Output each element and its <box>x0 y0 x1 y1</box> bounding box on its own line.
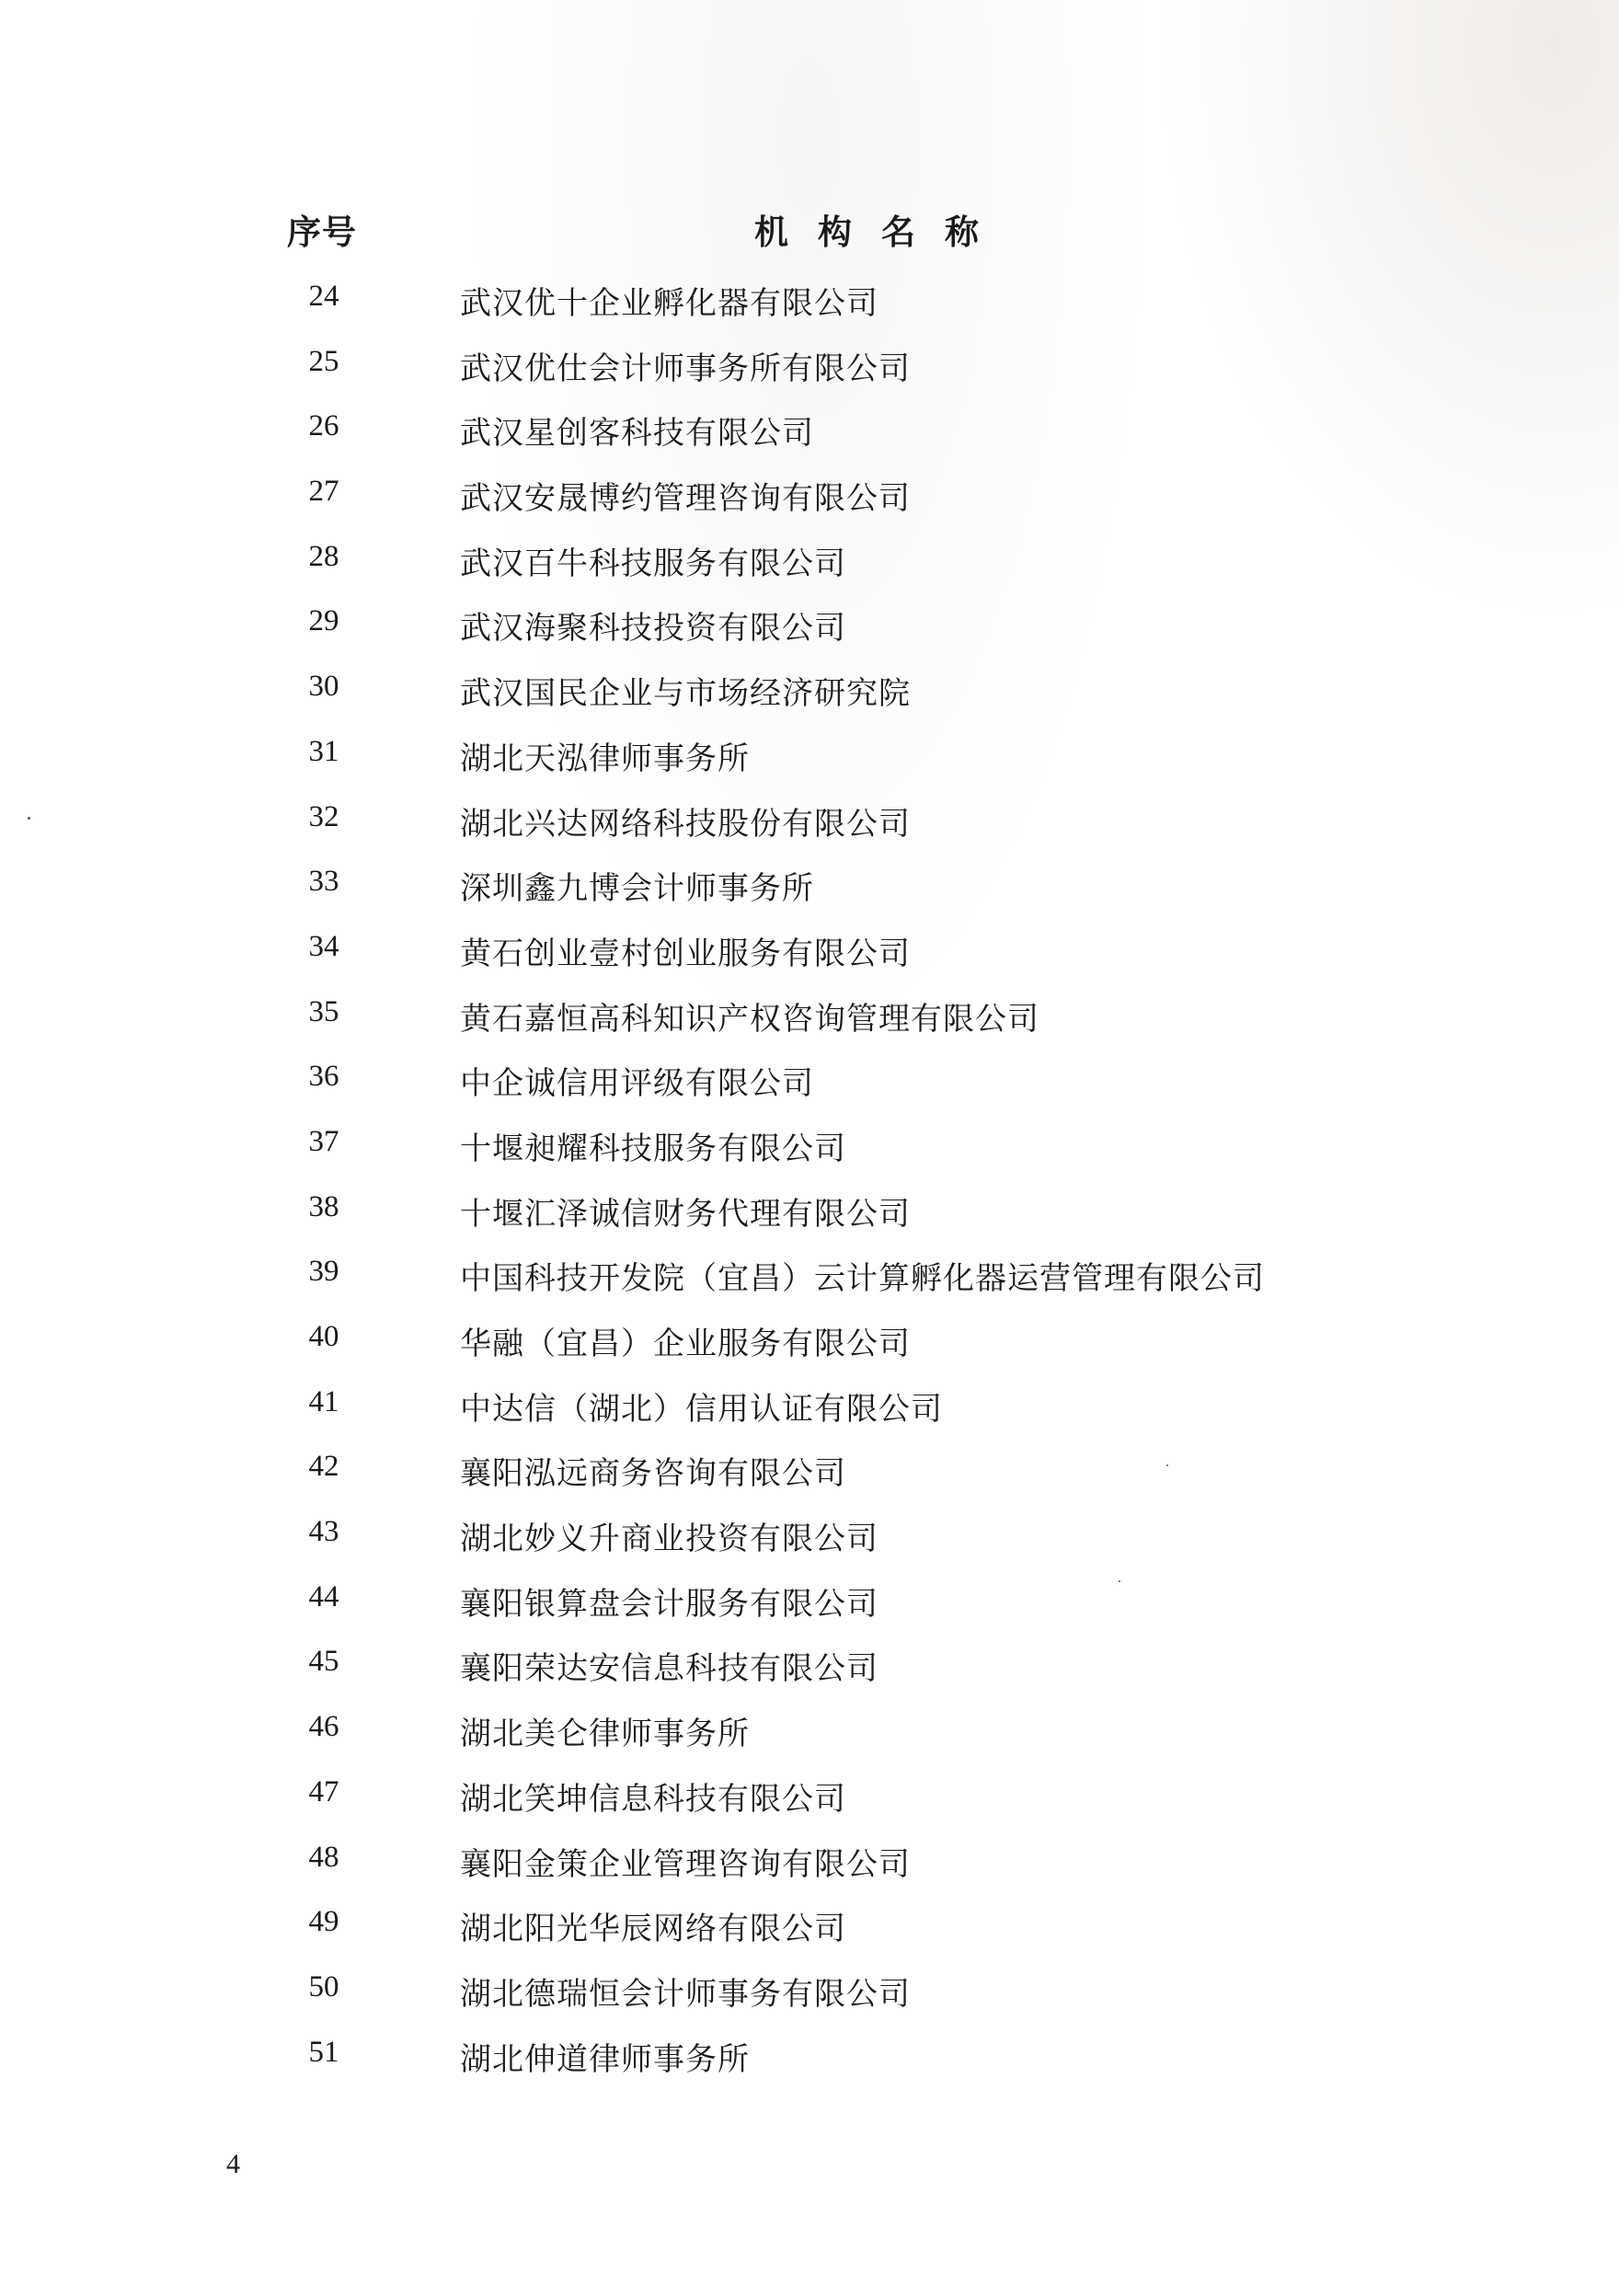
organization-name: 湖北兴达网络科技股份有限公司 <box>460 805 911 843</box>
row-number: 26 <box>308 409 339 443</box>
row-number: 31 <box>308 734 339 768</box>
row-number: 25 <box>308 344 339 378</box>
organization-name: 华融（宜昌）企业服务有限公司 <box>460 1326 911 1362</box>
row-number: 46 <box>308 1710 339 1744</box>
organization-list <box>0 272 1619 2093</box>
table-row <box>0 728 1619 793</box>
organization-name: 湖北阳光华辰网络有限公司 <box>460 1911 846 1948</box>
organization-name: 武汉星创客科技有限公司 <box>460 415 814 453</box>
table-row <box>0 533 1619 598</box>
table-row <box>0 1963 1619 2028</box>
organization-name: 武汉优仕会计师事务所有限公司 <box>460 350 911 387</box>
table-row <box>0 1768 1619 1833</box>
row-number: 45 <box>308 1645 339 1679</box>
organization-name: 湖北天泓律师事务所 <box>460 740 750 777</box>
table-row <box>0 988 1619 1053</box>
row-number: 28 <box>308 539 339 573</box>
table-row <box>0 597 1619 662</box>
row-number: 37 <box>308 1124 339 1158</box>
organization-name: 中企诚信用评级有限公司 <box>460 1065 814 1103</box>
page-number: 4 <box>226 2149 240 2179</box>
table-row <box>0 467 1619 533</box>
organization-name: 武汉优十企业孵化器有限公司 <box>460 285 878 322</box>
table-row <box>0 1247 1619 1313</box>
organization-name: 襄阳荣达安信息科技有限公司 <box>460 1650 878 1688</box>
table-row <box>0 923 1619 988</box>
row-number: 40 <box>308 1320 339 1353</box>
table-header <box>0 204 1619 259</box>
table-row <box>0 338 1619 403</box>
organization-name: 武汉海聚科技投资有限公司 <box>460 610 846 648</box>
table-row <box>0 1378 1619 1443</box>
row-number: 36 <box>308 1060 339 1094</box>
row-number: 41 <box>308 1384 339 1418</box>
scan-speck <box>1166 1464 1168 1466</box>
organization-name: 十堰昶耀科技服务有限公司 <box>460 1130 846 1167</box>
table-row <box>0 1313 1619 1378</box>
table-row <box>0 1183 1619 1248</box>
row-number: 29 <box>308 604 339 638</box>
row-number: 30 <box>308 670 339 704</box>
table-row <box>0 1052 1619 1118</box>
table-row <box>0 1833 1619 1899</box>
row-number: 35 <box>308 994 339 1028</box>
row-number: 38 <box>308 1189 339 1223</box>
table-row <box>0 1118 1619 1183</box>
row-number: 32 <box>308 799 339 833</box>
table-row <box>0 1703 1619 1768</box>
row-number: 50 <box>308 1969 339 2003</box>
row-number: 27 <box>308 475 339 509</box>
row-number: 24 <box>308 280 339 313</box>
organization-name: 武汉百牛科技服务有限公司 <box>460 545 846 582</box>
table-row <box>0 1442 1619 1508</box>
table-row <box>0 1637 1619 1703</box>
organization-name: 黄石嘉恒高科知识产权咨询管理有限公司 <box>460 1000 1039 1038</box>
table-row <box>0 1898 1619 1963</box>
organization-name: 湖北美仑律师事务所 <box>460 1716 750 1753</box>
organization-name: 湖北德瑞恒会计师事务有限公司 <box>460 1975 911 2013</box>
row-number: 42 <box>308 1450 339 1484</box>
organization-name: 襄阳金策企业管理咨询有限公司 <box>460 1845 911 1883</box>
row-number: 49 <box>308 1905 339 1939</box>
organization-name: 襄阳泓远商务咨询有限公司 <box>460 1455 846 1493</box>
row-number: 44 <box>308 1579 339 1613</box>
organization-name: 武汉安晟博约管理咨询有限公司 <box>460 480 911 518</box>
organization-name: 中国科技开发院（宜昌）云计算孵化器运营管理有限公司 <box>460 1260 1265 1298</box>
row-number: 47 <box>308 1774 339 1808</box>
row-number: 43 <box>308 1515 339 1549</box>
table-row <box>0 857 1619 923</box>
organization-name: 襄阳银算盘会计服务有限公司 <box>460 1585 878 1623</box>
table-row <box>0 2028 1619 2094</box>
organization-name: 深圳鑫九博会计师事务所 <box>460 870 814 908</box>
row-number: 51 <box>308 2035 339 2069</box>
table-row <box>0 793 1619 858</box>
table-row <box>0 272 1619 338</box>
row-number: 48 <box>308 1840 339 1874</box>
row-number: 33 <box>308 865 339 899</box>
organization-name: 湖北伸道律师事务所 <box>460 2040 750 2078</box>
scan-speck <box>28 817 30 820</box>
scan-speck <box>1119 1580 1120 1582</box>
organization-name: 中达信（湖北）信用认证有限公司 <box>460 1390 943 1428</box>
header-seq-label: 序号 <box>287 212 357 252</box>
row-number: 39 <box>308 1255 339 1289</box>
organization-name: 武汉国民企业与市场经济研究院 <box>460 675 911 713</box>
organization-name: 黄石创业壹村创业服务有限公司 <box>460 935 911 972</box>
table-row <box>0 1573 1619 1638</box>
table-row <box>0 1508 1619 1573</box>
row-number: 34 <box>308 929 339 963</box>
organization-name: 十堰汇泽诚信财务代理有限公司 <box>460 1195 911 1233</box>
table-row <box>0 662 1619 728</box>
table-row <box>0 402 1619 467</box>
organization-name: 湖北妙义升商业投资有限公司 <box>460 1521 878 1558</box>
organization-name: 湖北笑坤信息科技有限公司 <box>460 1780 846 1818</box>
header-name-label: 机构名称 <box>754 212 1008 252</box>
